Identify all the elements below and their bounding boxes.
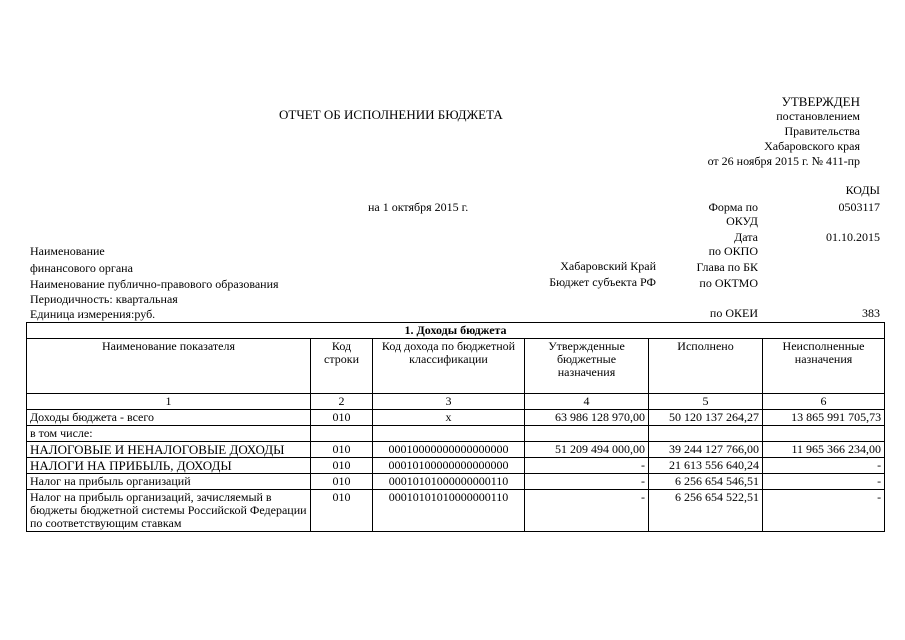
fin-org-value: Хабаровский Край (560, 259, 656, 273)
periodicity: Периодичность: квартальная (30, 292, 178, 306)
row-executed (649, 426, 763, 442)
col-number: 4 (525, 394, 649, 410)
col-number: 2 (311, 394, 373, 410)
okei-value: 383 (862, 306, 880, 320)
col-header-executed: Исполнено (649, 339, 763, 394)
approval-line-3: Правительства (784, 124, 860, 138)
codes-header: КОДЫ (845, 183, 880, 197)
row-approved: 51 209 494 000,00 (525, 442, 649, 458)
unit-label: Единица измерения:руб. (30, 307, 156, 321)
date-label: Дата (734, 230, 758, 244)
table-row (27, 490, 885, 532)
table-row (27, 458, 885, 474)
income-table (26, 322, 885, 532)
col-number: 5 (649, 394, 763, 410)
row-approved: 63 986 128 970,00 (525, 410, 649, 426)
table-row (27, 426, 885, 442)
row-executed: 6 256 654 546,51 (649, 474, 763, 490)
row-code: 010 (311, 458, 373, 474)
row-name: НАЛОГИ НА ПРИБЫЛЬ, ДОХОДЫ (27, 458, 311, 474)
row-kbk (373, 426, 525, 442)
column-numbers-row (27, 394, 885, 410)
section-title: 1. Доходы бюджета (27, 323, 885, 339)
fin-org-label: финансового органа (30, 261, 133, 275)
pub-entity-value: Бюджет субъекта РФ (549, 275, 656, 289)
approval-line-4: Хабаровского края (764, 139, 860, 153)
report-date: на 1 октября 2015 г. (368, 200, 469, 214)
row-approved: - (525, 458, 649, 474)
row-code (311, 426, 373, 442)
col-header-kbk: Код дохода по бюджетной классификации (373, 339, 525, 394)
col-header-code: Код строки (311, 339, 373, 394)
row-code: 010 (311, 410, 373, 426)
row-unexecuted: - (763, 474, 885, 490)
row-code: 010 (311, 442, 373, 458)
table-row (27, 442, 885, 458)
table-row (27, 474, 885, 490)
col-header-approved: Утвержденные бюджетные назначения (525, 339, 649, 394)
row-name: Налог на прибыль организаций, зачисляемый в бюджеты бюджетной системы Российской Федерации по соответствующим ставкам (27, 490, 311, 532)
okpo-label: по ОКПО (708, 244, 758, 258)
table-row (27, 410, 885, 426)
row-kbk: 00010101000000000110 (373, 474, 525, 490)
row-unexecuted (763, 426, 885, 442)
date-value: 01.10.2015 (826, 230, 880, 244)
row-executed: 6 256 654 522,51 (649, 490, 763, 532)
col-number: 6 (763, 394, 885, 410)
form-value: 0503117 (838, 200, 880, 214)
row-approved: - (525, 474, 649, 490)
name-label: Наименование (30, 244, 105, 258)
row-approved (525, 426, 649, 442)
row-unexecuted: 13 865 991 705,73 (763, 410, 885, 426)
row-executed: 21 613 556 640,24 (649, 458, 763, 474)
col-header-unexecuted: Неисполненные назначения (763, 339, 885, 394)
table-header-row (27, 339, 885, 394)
col-number: 3 (373, 394, 525, 410)
pub-entity-label: Наименование публично-правового образования (30, 277, 279, 291)
approval-line-2: постановлением (776, 109, 860, 123)
row-approved: - (525, 490, 649, 532)
approval-line-5: от 26 ноября 2015 г. № 411-пр (707, 154, 860, 168)
row-executed: 39 244 127 766,00 (649, 442, 763, 458)
row-unexecuted: - (763, 490, 885, 532)
bk-label: Глава по БК (696, 260, 758, 274)
row-name: НАЛОГОВЫЕ И НЕНАЛОГОВЫЕ ДОХОДЫ (27, 442, 311, 458)
approval-block (640, 94, 860, 169)
oktmo-label: по ОКТМО (699, 276, 758, 290)
approval-line-1: УТВЕРЖДЕН (781, 94, 860, 109)
form-label-2: ОКУД (726, 214, 758, 228)
row-executed: 50 120 137 264,27 (649, 410, 763, 426)
okei-label: по ОКЕИ (709, 306, 758, 320)
row-name: Доходы бюджета - всего (27, 410, 311, 426)
row-unexecuted: - (763, 458, 885, 474)
report-title: ОТЧЕТ ОБ ИСПОЛНЕНИИ БЮДЖЕТА (279, 107, 503, 122)
row-kbk: x (373, 410, 525, 426)
row-kbk: 00010101010000000110 (373, 490, 525, 532)
row-name: Налог на прибыль организаций (27, 474, 311, 490)
col-number: 1 (27, 394, 311, 410)
row-code: 010 (311, 474, 373, 490)
row-kbk: 00010100000000000000 (373, 458, 525, 474)
row-name: в том числе: (27, 426, 311, 442)
row-kbk: 00010000000000000000 (373, 442, 525, 458)
row-unexecuted: 11 965 366 234,00 (763, 442, 885, 458)
row-code: 010 (311, 490, 373, 532)
form-label-1: Форма по (708, 200, 758, 214)
col-header-name: Наименование показателя (27, 339, 311, 394)
